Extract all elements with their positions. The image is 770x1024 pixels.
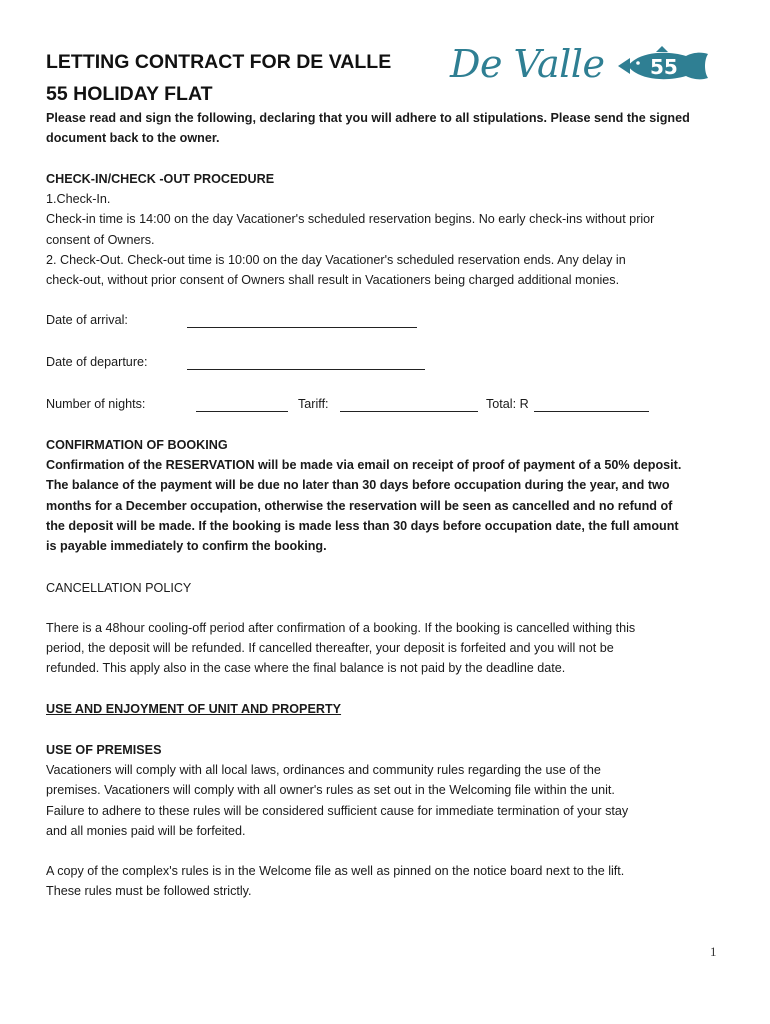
title-line-2: 55 HOLIDAY FLAT [46, 83, 213, 105]
use-section-heading [46, 699, 726, 719]
title-line-1: LETTING CONTRACT FOR DE VALLE [46, 51, 392, 73]
logo-text: De Valle [450, 42, 605, 86]
intro-paragraph [46, 108, 726, 148]
nights-label: Number of nights: [46, 397, 146, 411]
paragraph-line: 2. Check-Out. Check-out time is 10:00 on the day Vacationer's scheduled reservation ends. Any delay in [46, 252, 626, 267]
section-heading: USE OF PREMISES [46, 743, 162, 757]
paragraph-line: the deposit will be made. If the booking is made less than 30 days before occupation date, the full amount [46, 518, 679, 533]
paragraph-line: Vacationers will comply with all local laws, ordinances and community rules regarding the use of the [46, 763, 601, 778]
confirmation-section [46, 435, 726, 556]
document-title [46, 46, 436, 110]
paragraph-line: is payable immediately to confirm the booking. [46, 539, 327, 554]
intro-line: Please read and sign the following, declaring that you will adhere to all stipulations. Please send the signed [46, 111, 690, 125]
checkin-section [46, 169, 726, 290]
fish-55-icon [616, 44, 712, 88]
total-field[interactable] [534, 411, 649, 412]
arrival-label: Date of arrival: [46, 313, 128, 327]
section-heading: CHECK-IN/CHECK -OUT PROCEDURE [46, 172, 275, 186]
nights-field[interactable] [196, 411, 288, 412]
logo-number: 55 [650, 55, 678, 79]
departure-label: Date of departure: [46, 355, 148, 369]
paragraph-line: These rules must be followed strictly. [46, 884, 252, 899]
tariff-field[interactable] [340, 411, 478, 412]
paragraph-line: 1.Check-In. [46, 192, 111, 207]
paragraph-line: consent of Owners. [46, 232, 155, 247]
use-of-premises-section [46, 740, 726, 841]
use-heading-text: USE AND ENJOYMENT OF UNIT AND PROPERTY [46, 702, 342, 716]
cancellation-section [46, 618, 726, 679]
arrival-field[interactable] [187, 327, 417, 328]
section-heading: CONFIRMATION OF BOOKING [46, 438, 228, 452]
total-label: Total: R [486, 397, 529, 411]
page-number: 1 [710, 944, 717, 959]
paragraph-line: premises. Vacationers will comply with all owner's rules as set out in the Welcoming file within the unit. [46, 783, 615, 798]
paragraph-line: refunded. This apply also in the case where the final balance is not paid by the deadline date. [46, 661, 566, 676]
cancellation-heading: CANCELLATION POLICY [46, 581, 192, 595]
paragraph-line: Confirmation of the RESERVATION will be made via email on receipt of proof of payment of a 50% deposit. [46, 458, 682, 473]
departure-field[interactable] [187, 369, 425, 370]
complex-rules-paragraph [46, 861, 726, 901]
intro-line: document back to the owner. [46, 131, 220, 146]
paragraph-line: and all monies paid will be forfeited. [46, 823, 246, 838]
paragraph-line: There is a 48hour cooling-off period after confirmation of a booking. If the booking is cancelled withing this [46, 621, 636, 635]
paragraph-line: A copy of the complex's rules is in the Welcome file as well as pinned on the notice board next to the lift. [46, 864, 625, 878]
de-valle-logo [446, 40, 716, 96]
paragraph-line: Failure to adhere to these rules will be considered sufficient cause for immediate termination of your stay [46, 803, 629, 818]
paragraph-line: period, the deposit will be refunded. If cancelled thereafter, your deposit is forfeited and you will not be [46, 641, 614, 656]
tariff-label: Tariff: [298, 397, 329, 411]
paragraph-line: check-out, without prior consent of Owners shall result in Vacationers being charged additional monies. [46, 273, 620, 288]
paragraph-line: The balance of the payment will be due no later than 30 days before occupation during the year, and two [46, 478, 670, 493]
paragraph-line: months for a December occupation, otherwise the reservation will be seen as cancelled and no refund of [46, 498, 673, 513]
paragraph-line: Check-in time is 14:00 on the day Vacationer's scheduled reservation begins. No early check-ins without prior [46, 212, 655, 227]
